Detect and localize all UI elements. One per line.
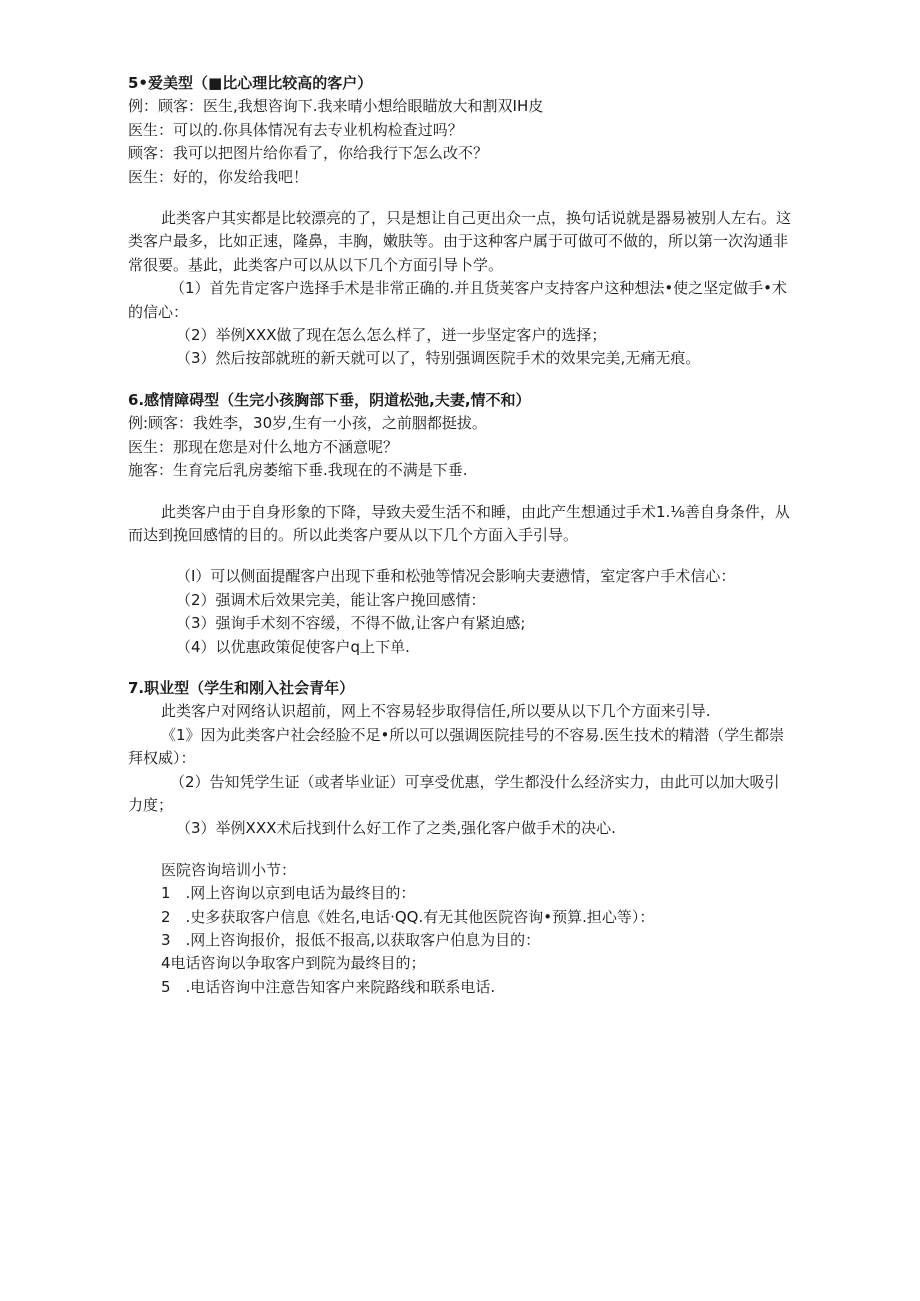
summary-item: 4电话咨询以争取客户到院为最终目的；: [161, 954, 426, 973]
section7-intro: 此类客户对网络认识超前，网上不容易轻步取得信任,所以要从以下几个方面来引导.: [161, 702, 711, 721]
section6-dialog-line: 施客：生育完后乳房萎缩下垂.我现在的不满是下垂.: [128, 461, 468, 480]
section5-dialog-line: 医生：可以的.你具体情况有去专业机构检査过吗？: [128, 120, 463, 139]
section5-point: （2）举例XXX做了现在怎么怎么样了，迸一步坚定客户的选择；: [176, 326, 607, 345]
section7-heading: 7.职业型（学生和刚入社会青年）: [128, 678, 355, 697]
section6-point: （2）强调术后效果完美，能让客户挽回感情：: [176, 590, 486, 609]
section6-paragraph-text: 此类客户由于自身形象的下降，导致夫爱生活不和睡，由此产生想通过手术1.⅛善自身条件，从而达到挽回感情的目的。所以此类客户要从以下几个方面入手引导。: [128, 502, 790, 544]
summary-item: 5 .电话咨询中注意告知客户来院路线和联系电话.: [161, 977, 496, 996]
summary-heading: 医院咨询培训小节：: [161, 860, 297, 879]
section6-dialog-line: 例:顾客：我姓李，30岁,生有一小孩，之前胭都挺拔。: [128, 414, 487, 433]
section7-point-text: 《1》因为此类客户社会经脸不足•所以可以强调医院挂号的不容易.医生技术的精潜（学生都崇拜权威）：: [128, 725, 785, 768]
section5-dialog-line: 顾客：我可以把图片给你看了，你给我行下怎么改不？: [128, 144, 489, 163]
section5-point-text: （1）首先肯定客户选择手术是非常正确的.并且货荚客户支持客户这种想法•使之坚定做手•术的信心：: [128, 279, 788, 321]
section6-paragraph: [128, 501, 794, 548]
summary-item: 3 .网上咨询报价，报低不报高,以获取客户伯息为目的：: [161, 931, 541, 949]
section6-dialog-line: 医生：那现在您是对什么地方不涵意呢？: [128, 437, 399, 456]
section7-point: （3）举例XXX术后找到什么好工作了之类,强化客户做手术的决心.: [176, 819, 616, 838]
section5-point: [128, 277, 794, 324]
section5-point: （3）然后按部就班的新天就可以了，特别强调医院手术的效果完美,无痛无痕。: [176, 349, 701, 368]
section5-dialog-line: 例：顾客：医生,我想咨询下.我来晴小想给眼瞄放大和割双IH皮: [128, 97, 544, 116]
section6-heading: 6.感情障碍型（生完小孩胸部下垂，阴道松弛,夫妻,情不和）: [128, 390, 531, 409]
section7-point: [128, 771, 794, 818]
section5-paragraph-text: 此类客户其实都是比较漂亮的了，只是想让自己更出众一点，换句话说就是器易被别人左右。这类客户最多，比如正速，隆鼻，丰胸，嫩肤等。由于这种客户属于可做可不做的，所以第一次沟通非常很要。基此，此类客户可以从以下几个方面引导卜学。: [128, 209, 792, 274]
section5-paragraph: [128, 207, 794, 277]
document-body: [128, 72, 794, 999]
section7-point-text: （2）告知凭学生证（或者毕业证）可享受优惠，学生都没什么经济实力，由此可以加大吸引力度；: [128, 772, 780, 814]
section5-dialog-line: 医生：好的，你发给我吧！: [128, 167, 309, 186]
summary-item: 1 .网上咨询以京到电话为最终目的：: [161, 884, 416, 903]
section6-point: （4）以优惠政策促使客户q上下单.: [176, 637, 410, 656]
section7-point: [128, 724, 794, 771]
section5-heading: 5•爱美型（■比心理比较高的客户）: [128, 74, 373, 92]
summary-item: 2 .史多获取客户信息《姓名,电话·QQ.有无其他医院咨询•预算.担心等）：: [161, 907, 655, 926]
section6-point: （I）可以侧面提醒客户出现下垂和松弛等情况会影响夫妻懑情，室定客户手术信心：: [176, 567, 736, 586]
section6-point: （3）强询手术刻不容缓，不得不做,让客户有紧迫感;: [176, 614, 526, 633]
